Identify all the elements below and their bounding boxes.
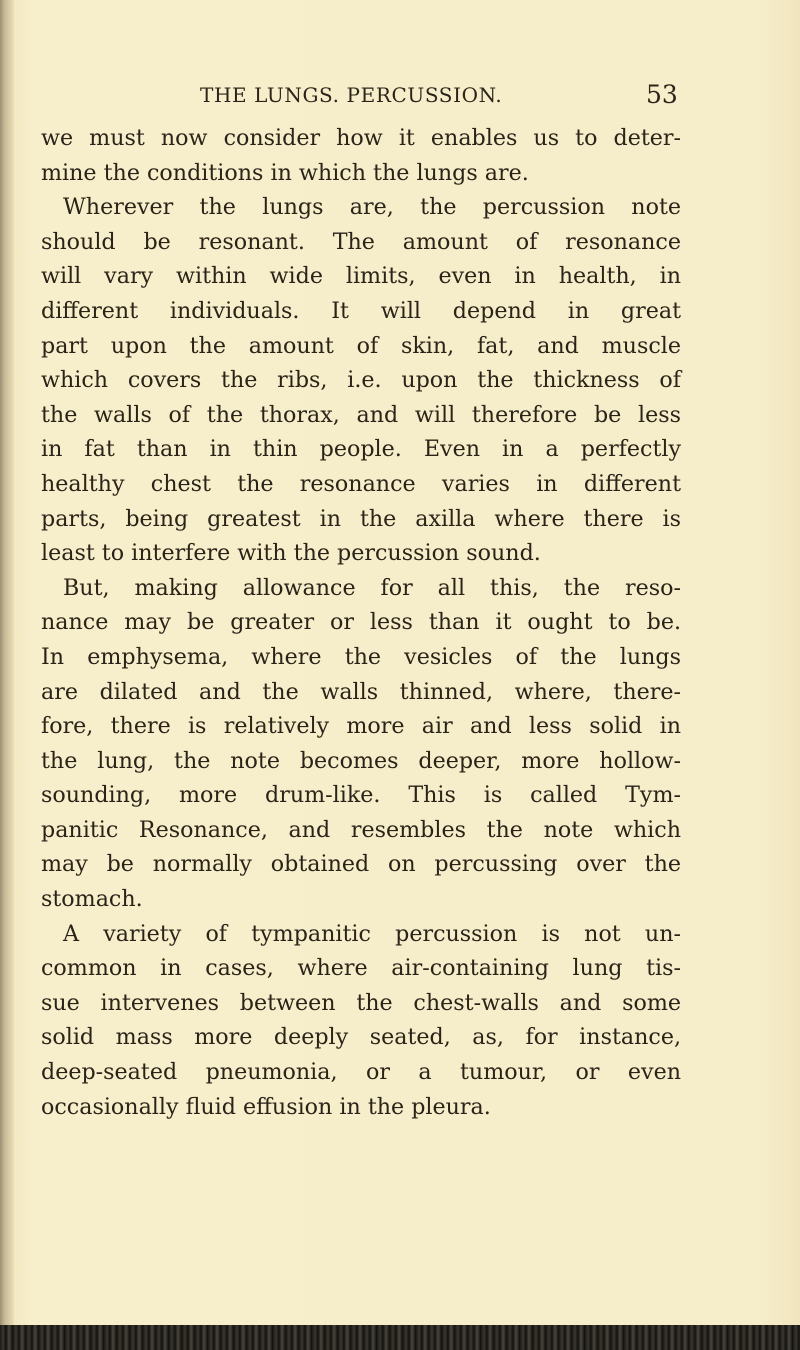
text-line: sue intervenes between the chest-walls and some xyxy=(41,989,681,1016)
text-line: least to interfere with the percussion sound. xyxy=(41,540,541,567)
text-line: in fat than in thin people. Even in a perfectly xyxy=(41,436,681,463)
text-line: healthy chest the resonance varies in different xyxy=(41,470,681,497)
text-line: common in cases, where air-containing lung tis- xyxy=(41,955,681,982)
text-line: the walls of the thorax, and will therefore be less xyxy=(41,401,681,428)
body-text xyxy=(41,121,681,1124)
page-number: 53 xyxy=(646,80,678,109)
text-line: sounding, more drum-like. This is called Tym- xyxy=(41,782,681,809)
page-bottom-edge xyxy=(0,1325,800,1350)
text-line: are dilated and the walls thinned, where, there- xyxy=(41,678,681,705)
text-line: A variety of tympanitic percussion is not un- xyxy=(63,920,681,947)
running-head xyxy=(0,80,800,117)
text-line: the lung, the note becomes deeper, more hollow- xyxy=(41,747,681,774)
text-line: stomach. xyxy=(41,886,143,913)
text-line: may be normally obtained on percussing over the xyxy=(41,851,681,878)
text-line: solid mass more deeply seated, as, for instance, xyxy=(41,1024,681,1051)
text-line: But, making allowance for all this, the reso- xyxy=(63,574,681,601)
text-line: panitic Resonance, and resembles the note which xyxy=(41,816,681,843)
text-line: part upon the amount of skin, fat, and muscle xyxy=(41,332,681,359)
text-line: In emphysema, where the vesicles of the lungs xyxy=(41,643,681,670)
text-line: occasionally fluid effusion in the pleura. xyxy=(41,1093,491,1120)
text-line: nance may be greater or less than it ought to be. xyxy=(41,609,681,636)
text-line: fore, there is relatively more air and less solid in xyxy=(41,713,681,740)
text-line: parts, being greatest in the axilla where there is xyxy=(41,505,681,532)
text-line: will vary within wide limits, even in health, in xyxy=(41,263,681,290)
text-line: different individuals. It will depend in great xyxy=(41,297,681,324)
text-line: should be resonant. The amount of resonance xyxy=(41,228,681,255)
text-line: deep-seated pneumonia, or a tumour, or even xyxy=(41,1059,681,1086)
running-title: THE LUNGS. PERCUSSION. xyxy=(200,83,503,107)
text-line: which covers the ribs, i.e. upon the thickness of xyxy=(41,367,681,394)
text-line: Wherever the lungs are, the percussion note xyxy=(63,194,681,221)
text-line: we must now consider how it enables us to deter- xyxy=(41,125,681,151)
page-gutter xyxy=(0,0,14,1325)
text-line: mine the conditions in which the lungs are. xyxy=(41,159,529,186)
